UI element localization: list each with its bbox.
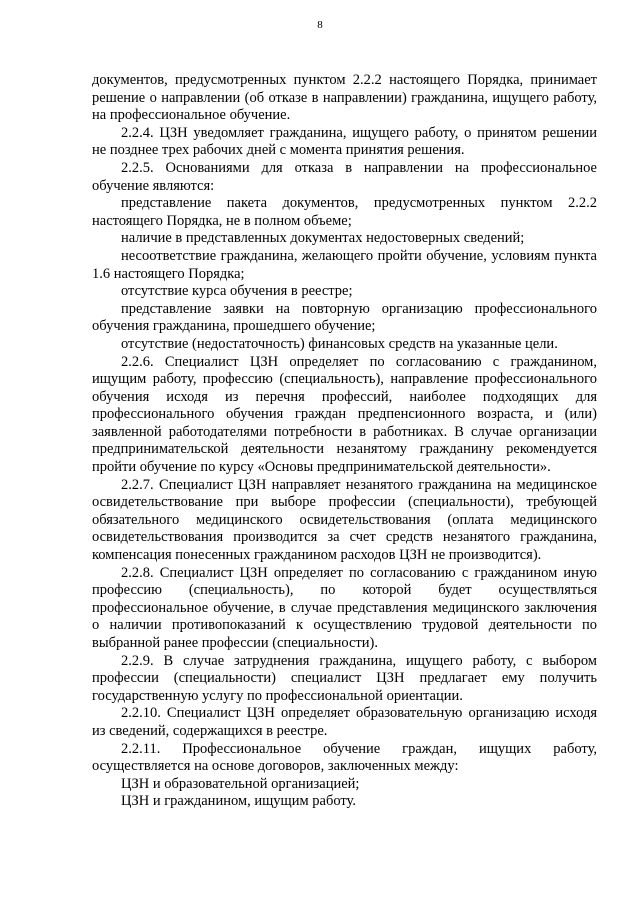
paragraph: документов, предусмотренных пунктом 2.2.2 настоящего Порядка, принимает решение о направлении (об отказе в направлении) гражданина, ищущего работу, на профессиональное обучение. (92, 72, 597, 124)
paragraph-2-2-11: 2.2.11. Профессиональное обучение граждан, ищущих работу, осуществляется на основе договоров, заключенных между: (92, 740, 597, 775)
list-item: несоответствие гражданина, желающего пройти обучение, условиям пункта 1.6 настоящего Порядка; (92, 247, 597, 282)
paragraph-2-2-4: 2.2.4. ЦЗН уведомляет гражданина, ищущего работу, о принятом решении не позднее трех рабочих дней с момента принятия решения. (92, 124, 597, 159)
list-item: представление пакета документов, предусмотренных пунктом 2.2.2 настоящего Порядка, не в полном объеме; (92, 195, 597, 229)
list-item: ЦЗН и гражданином, ищущим работу. (121, 793, 356, 810)
paragraph-2-2-7: 2.2.7. Специалист ЦЗН направляет незанятого гражданина на медицинское освидетельствование при выборе профессии (специальности), требующей обязательного медицинского освидетельствования (оплата медицинского освидетельствования производится за счет средств незанятого гражданина, компенсация понесенных гражданином расходов ЦЗН не производится). (92, 476, 597, 564)
paragraph-2-2-5: 2.2.5. Основаниями для отказа в направлении на профессиональное обучение являются: (92, 159, 597, 194)
document-body (92, 72, 597, 811)
paragraph-2-2-10: 2.2.10. Специалист ЦЗН определяет образовательную организацию исходя из сведений, содержащихся в реестре. (92, 705, 597, 739)
list-item: отсутствие (недостаточность) финансовых средств на указанные цели. (121, 335, 558, 352)
list-item: отсутствие курса обучения в реестре; (121, 283, 353, 300)
list-item: ЦЗН и образовательной организацией; (121, 775, 360, 792)
list-item: наличие в представленных документах недостоверных сведений; (121, 230, 525, 247)
paragraph-2-2-8: 2.2.8. Специалист ЦЗН определяет по согласованию с гражданином иную профессию (специальность), по которой будет осуществляться профессиональное обучение, в случае представления медицинского заключения о наличии противопоказаний к осуществлению трудовой деятельности по выбранной ранее профессии (специальности). (92, 564, 597, 651)
paragraph-2-2-9: 2.2.9. В случае затруднения гражданина, ищущего работу, с выбором профессии (специальности) специалист ЦЗН предлагает ему получить государственную услугу по профессиональной ориентации. (92, 652, 597, 704)
list-item: представление заявки на повторную организацию профессионального обучения гражданина, прошедшего обучение; (92, 300, 597, 335)
paragraph-2-2-6: 2.2.6. Специалист ЦЗН определяет по согласованию с гражданином, ищущим работу, профессию (специальность), направление профессионального обучения исходя из перечня профессий, наиболее подходящих для профессионального обучения граждан предпенсионного возраста, и (или) заявленной работодателями потребности в работниках. В случае организации предпринимательской деятельности незанятому гражданину рекомендуется пройти обучение по курсу «Основы предпринимательской деятельности». (92, 353, 597, 476)
page-number: 8 (317, 19, 323, 31)
